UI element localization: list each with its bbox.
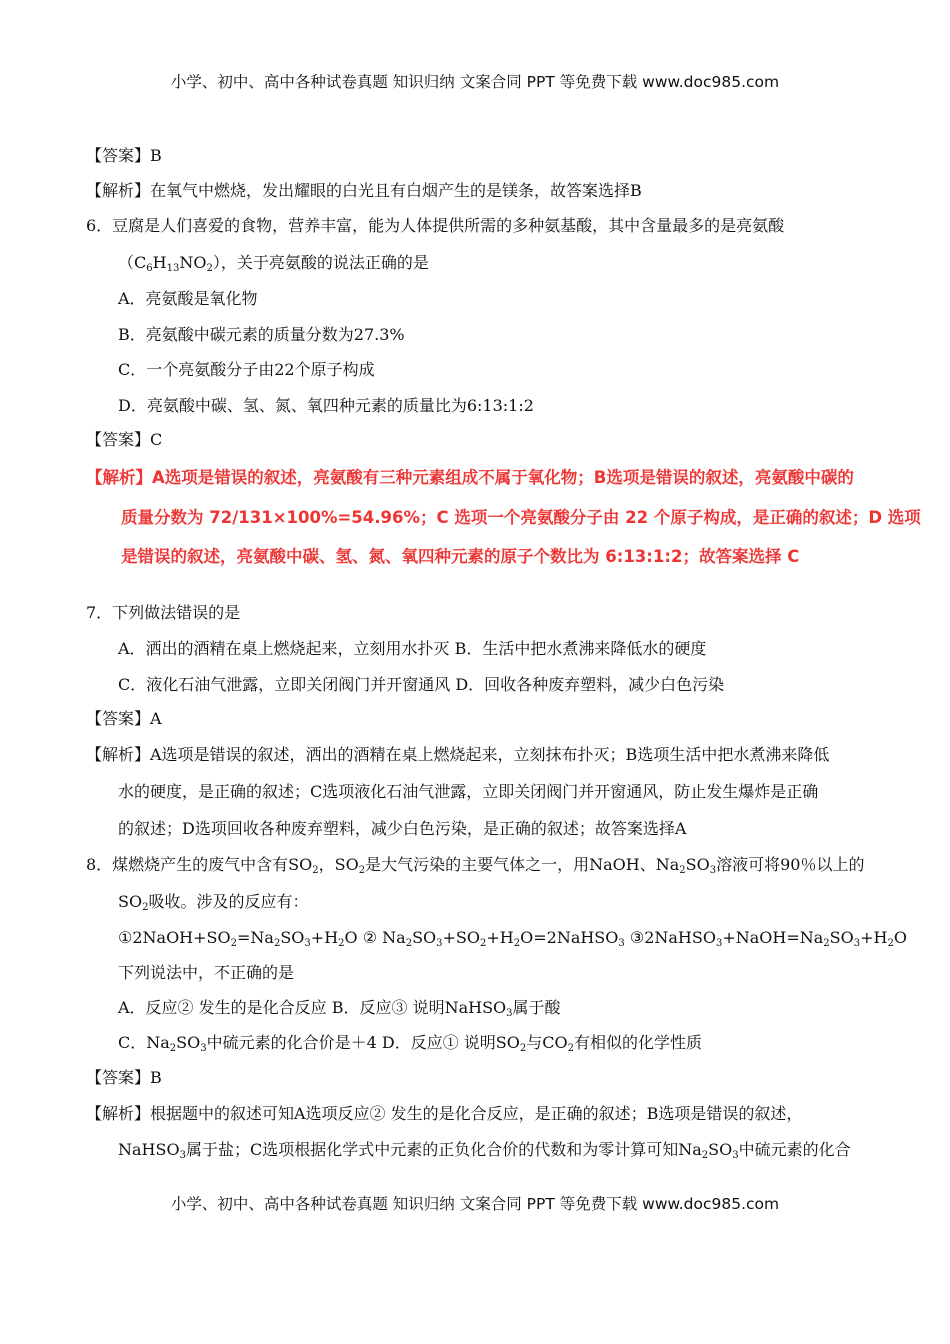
q6-answer: 【答案】C xyxy=(86,430,163,449)
q5-answer: 【答案】B xyxy=(86,146,162,165)
q5-analysis: 【解析】在氧气中燃烧，发出耀眼的白光且有白烟产生的是镁条，故答案选择B xyxy=(86,181,642,200)
q8-analysis-line-1: 【解析】根据题中的叙述可知A选项反应② 发生的是化合反应，是正确的叙述；B选项是错误的叙述， xyxy=(86,1104,803,1123)
page-footer: 小学、初中、高中各种试卷真题 知识归纳 文案合同 PPT 等免费下载 www.doc985.com xyxy=(170,1195,780,1213)
q6-option-d: D．亮氨酸中碳、氢、氮、氧四种元素的质量比为6:13:1:2 xyxy=(118,396,534,415)
q6-stem-line-2: $(C_6H_{13}NO_2)$，关于亮氨酸的说法正确的是 xyxy=(118,253,429,274)
q7-stem: 7．下列做法错误的是 xyxy=(86,603,241,622)
q8-stem-line-1: 8．煤燃烧产生的废气中含有$SO_2$，$SO_2$是大气污染的主要气体之一，用NaOH、$Na_2SO_3$溶液可将90％以上的 xyxy=(86,855,865,876)
q7-analysis-line-1: 【解析】A选项是错误的叙述，洒出的酒精在桌上燃烧起来，立刻抹布扑灭；B选项生活中把水煮沸来降低 xyxy=(86,745,830,764)
q6-stem-line-1: 6．豆腐是人们喜爱的食物，营养丰富，能为人体提供所需的多种氨基酸，其中含量最多的是亮氨酸 xyxy=(86,216,785,235)
q8-analysis-line-2: NaHSO$_3$属于盐；C选项根据化学式中元素的正负化合价的代数和为零计算可知$Na_2SO_3$中硫元素的化合 xyxy=(118,1140,851,1161)
q8-stem-line-2: $SO_2$吸收。涉及的反应有： xyxy=(118,892,309,913)
q7-answer: 【答案】A xyxy=(86,709,162,728)
q8-question: 下列说法中，不正确的是 xyxy=(118,963,295,982)
q8-reactions: $①2NaOH+SO_2=Na_2SO_3+H_2O$ ② $Na_2SO_3+SO_2+H_2O=2NaHSO_3$ $③2NaHSO_3+NaOH=Na_2SO_3+H_2O$ xyxy=(118,928,907,949)
page-header: 小学、初中、高中各种试卷真题 知识归纳 文案合同 PPT 等免费下载 www.doc985.com xyxy=(170,73,780,91)
q7-options-line-2: C．液化石油气泄露，立即关闭阀门并开窗通风 D．回收各种废弃塑料，减少白色污染 xyxy=(118,675,725,694)
q6-option-b: B．亮氨酸中碳元素的质量分数为27.3% xyxy=(118,325,405,344)
q7-options-line-1: A．洒出的酒精在桌上燃烧起来，立刻用水扑灭 B．生活中把水煮沸来降低水的硬度 xyxy=(118,639,707,658)
q8-options-line-2: C．$Na_2SO_3$中硫元素的化合价是＋4 D．反应① 说明$SO_2$与$CO_2$有相似的化学性质 xyxy=(118,1033,703,1054)
q8-answer: 【答案】B xyxy=(86,1068,162,1087)
q7-analysis-line-2: 水的硬度，是正确的叙述；C选项液化石油气泄露，立即关闭阀门并开窗通风，防止发生爆炸是正确 xyxy=(118,782,819,801)
q6-option-a: A．亮氨酸是氧化物 xyxy=(118,289,258,308)
q7-analysis-line-3: 的叙述；D选项回收各种废弃塑料，减少白色污染，是正确的叙述；故答案选择A xyxy=(118,819,687,838)
q6-analysis-line-2: 质量分数为 72/131×100%=54.96%；C 选项一个亮氨酸分子由 22 个原子构成，是正确的叙述；D 选项 xyxy=(121,508,921,527)
q8-options-line-1: A．反应② 发生的是化合反应 B．反应③ 说明NaHSO$_3$属于酸 xyxy=(118,998,561,1019)
q6-analysis-line-3: 是错误的叙述，亮氨酸中碳、氢、氮、氧四种元素的原子个数比为 6:13:1:2；故答案选择 C xyxy=(121,547,800,566)
q6-analysis-line-1: 【解析】A选项是错误的叙述，亮氨酸有三种元素组成不属于氧化物；B选项是错误的叙述，亮氨酸中碳的 xyxy=(86,468,854,487)
q6-option-c: C．一个亮氨酸分子由22个原子构成 xyxy=(118,360,375,379)
